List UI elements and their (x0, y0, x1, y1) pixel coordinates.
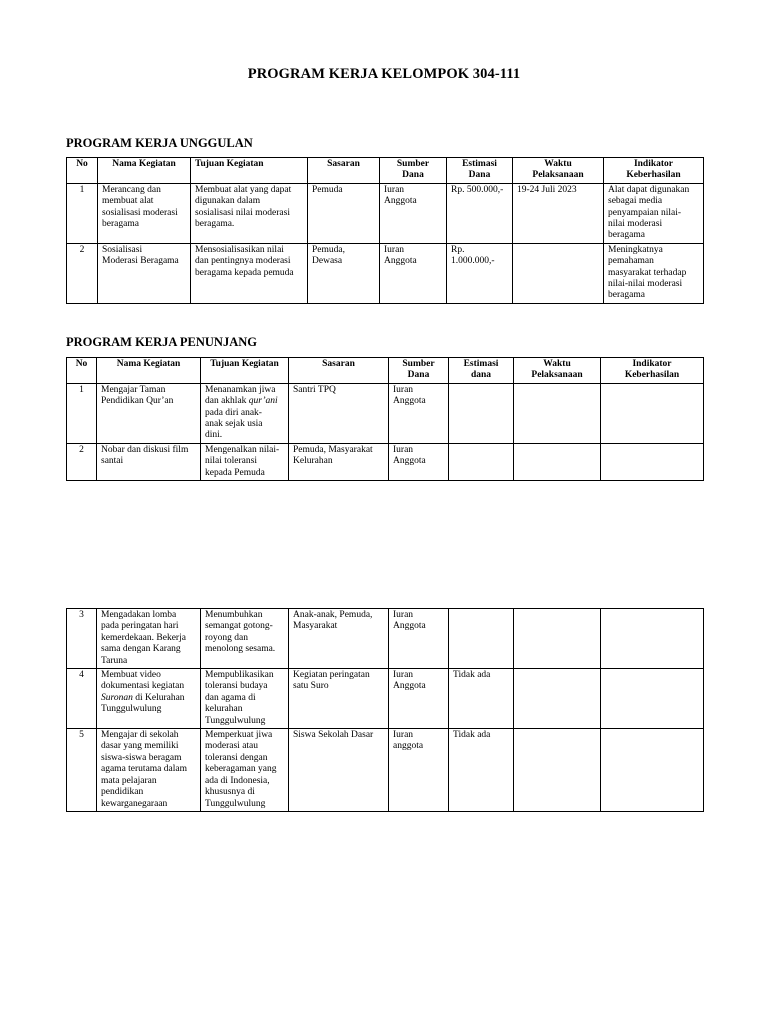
nama-italic-term: Suronan (101, 692, 133, 703)
cell-no: 3 (67, 609, 97, 669)
cell-sumber-dana: Iuran Anggota (389, 443, 449, 480)
cell-sumber-dana: Iuran Anggota (380, 183, 447, 243)
cell-estimasi-dana (449, 609, 514, 669)
cell-sumber-dana: Iuran Anggota (380, 243, 447, 303)
cell-indikator (601, 443, 704, 480)
cell-no: 1 (67, 183, 98, 243)
cell-no: 5 (67, 729, 97, 812)
cell-indikator: Meningkatnya pemahaman masyarakat terhadap nilai-nilai moderasi beragama (604, 243, 704, 303)
table-row (67, 443, 704, 480)
cell-waktu-pelaksanaan: 19-24 Juli 2023 (513, 183, 604, 243)
cell-waktu-pelaksanaan (514, 669, 601, 729)
cell-tujuan-kegiatan (201, 383, 289, 443)
header-indikator-keberhasilan: Indikator Keberhasilan (601, 358, 704, 384)
cell-sumber-dana: Iuran Anggota (389, 669, 449, 729)
cell-no: 4 (67, 669, 97, 729)
cell-tujuan-kegiatan: Mempublikasikan toleransi budaya dan agama di kelurahan Tunggulwulung (201, 669, 289, 729)
header-sasaran: Sasaran (308, 158, 380, 184)
cell-waktu-pelaksanaan (513, 243, 604, 303)
table-row (67, 243, 704, 303)
tujuan-text-part: pada diri anak- anak sejak usia dini. (205, 407, 263, 441)
nama-text-part: Membuat video dokumentasi kegiatan (101, 670, 185, 692)
section-heading-penunjang: PROGRAM KERJA PENUNJANG (66, 335, 257, 349)
cell-nama-kegiatan: Mengajar di sekolah dasar yang memiliki siswa-siswa beragam agama terutama dalam mata pelajaran pendidikan kewarganegaraan (97, 729, 201, 812)
cell-indikator (601, 669, 704, 729)
document-title: PROGRAM KERJA KELOMPOK 304-111 (247, 66, 521, 82)
header-no: No (67, 158, 98, 184)
cell-no: 1 (67, 383, 97, 443)
header-no: No (67, 358, 97, 384)
cell-sasaran: Pemuda, Masyarakat Kelurahan (289, 443, 389, 480)
cell-nama-kegiatan (97, 669, 201, 729)
header-sasaran: Sasaran (289, 358, 389, 384)
cell-estimasi-dana: Rp. 500.000,- (447, 183, 513, 243)
header-tujuan-kegiatan: Tujuan Kegiatan (201, 358, 289, 384)
cell-estimasi-dana: Tidak ada (449, 669, 514, 729)
cell-nama-kegiatan: Merancang dan membuat alat sosialisasi moderasi beragama (98, 183, 191, 243)
cell-nama-kegiatan: Mengadakan lomba pada peringatan hari kemerdekaan. Bekerja sama dengan Karang Taruna (97, 609, 201, 669)
cell-estimasi-dana (449, 443, 514, 480)
cell-no: 2 (67, 243, 98, 303)
table-unggulan (66, 157, 704, 304)
cell-estimasi-dana: Rp. 1.000.000,- (447, 243, 513, 303)
header-estimasi-dana: Estimasi dana (449, 358, 514, 384)
table-row (67, 609, 704, 669)
cell-waktu-pelaksanaan (514, 609, 601, 669)
cell-sasaran: Anak-anak, Pemuda, Masyarakat (289, 609, 389, 669)
header-tujuan-kegiatan: Tujuan Kegiatan (191, 158, 308, 184)
table-penunjang-continued (66, 608, 704, 812)
cell-sasaran: Santri TPQ (289, 383, 389, 443)
header-estimasi-dana: Estimasi Dana (447, 158, 513, 184)
cell-indikator: Alat dapat digunakan sebagai media penyampaian nilai- nilai moderasi beragama (604, 183, 704, 243)
cell-indikator (601, 729, 704, 812)
header-nama-kegiatan: Nama Kegiatan (98, 158, 191, 184)
table-penunjang (66, 357, 704, 481)
table-row (67, 383, 704, 443)
header-indikator-keberhasilan: Indikator Keberhasilan (604, 158, 704, 184)
cell-sumber-dana: Iuran Anggota (389, 609, 449, 669)
cell-sasaran: Kegiatan peringatan satu Suro (289, 669, 389, 729)
cell-tujuan-kegiatan: Mengenalkan nilai- nilai toleransi kepada Pemuda (201, 443, 289, 480)
table-row (67, 729, 704, 812)
tujuan-italic-term: qur’ani (248, 396, 278, 407)
cell-sumber-dana: Iuran anggota (389, 729, 449, 812)
table-header-row (67, 358, 704, 384)
cell-estimasi-dana: Tidak ada (449, 729, 514, 812)
cell-sasaran: Pemuda, Dewasa (308, 243, 380, 303)
header-sumber-dana: Sumber Dana (380, 158, 447, 184)
cell-tujuan-kegiatan: Mensosialisasikan nilai dan pentingnya moderasi beragama kepada pemuda (191, 243, 308, 303)
cell-sumber-dana: Iuran Anggota (389, 383, 449, 443)
header-sumber-dana: Sumber Dana (389, 358, 449, 384)
table-row (67, 183, 704, 243)
cell-sasaran: Siswa Sekolah Dasar (289, 729, 389, 812)
section-heading-unggulan: PROGRAM KERJA UNGGULAN (66, 136, 253, 150)
header-waktu-pelaksanaan: Waktu Pelaksanaan (514, 358, 601, 384)
cell-indikator (601, 383, 704, 443)
cell-indikator (601, 609, 704, 669)
cell-estimasi-dana (449, 383, 514, 443)
cell-nama-kegiatan: Mengajar Taman Pendidikan Qur’an (97, 383, 201, 443)
tujuan-text-part: Menanamkan jiwa dan akhlak (205, 384, 276, 407)
cell-nama-kegiatan: Sosialisasi Moderasi Beragama (98, 243, 191, 303)
table-header-row (67, 158, 704, 184)
cell-tujuan-kegiatan: Memperkuat jiwa moderasi atau toleransi dengan keberagaman yang ada di Indonesia, khususnya di Tunggulwulung (201, 729, 289, 812)
cell-sasaran: Pemuda (308, 183, 380, 243)
table-row (67, 669, 704, 729)
cell-tujuan-kegiatan: Menumbuhkan semangat gotong- royong dan menolong sesama. (201, 609, 289, 669)
header-nama-kegiatan: Nama Kegiatan (97, 358, 201, 384)
cell-tujuan-kegiatan: Membuat alat yang dapat digunakan dalam sosialisasi nilai moderasi beragama. (191, 183, 308, 243)
cell-nama-kegiatan: Nobar dan diskusi film santai (97, 443, 201, 480)
cell-waktu-pelaksanaan (514, 729, 601, 812)
header-waktu-pelaksanaan: Waktu Pelaksanaan (513, 158, 604, 184)
cell-no: 2 (67, 443, 97, 480)
cell-waktu-pelaksanaan (514, 383, 601, 443)
nama-text-part: di Kelurahan Tunggulwulung (101, 692, 185, 715)
cell-waktu-pelaksanaan (514, 443, 601, 480)
